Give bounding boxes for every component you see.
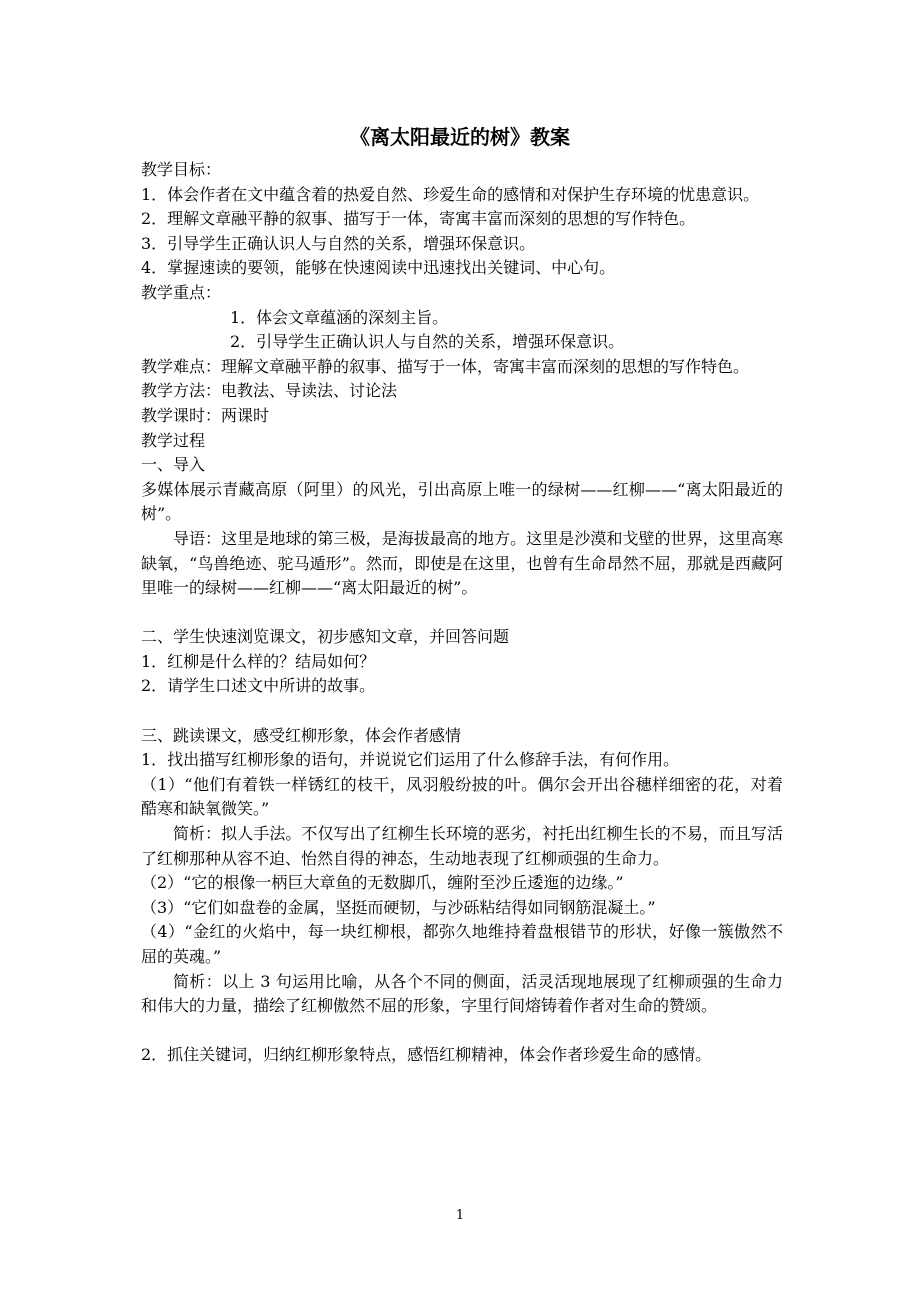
- blank-line: [141, 699, 783, 724]
- step-heading-jump-read: 三、跳读课文，感受红柳形象，体会作者感情: [141, 725, 462, 745]
- page-number: 1: [455, 1208, 465, 1223]
- quote-item: （4）“金红的火焰中，每一块红柳根，都弥久地维持着盘根错节的形状，好像一簇傲然不屈的英魂。”: [141, 922, 783, 966]
- objective-item: 4．掌握速读的要领，能够在快速阅读中迅速找出关键词、中心句。: [141, 258, 616, 278]
- lead-in-paragraph: 导语：这里是地球的第三极，是海拔最高的地方。这里是沙漠和戈壁的世界，这里高寒缺氧，“鸟兽绝迹、驼马遁形”。然而，即使是在这里，也曾有生命昂然不屈，那就是西藏阿里唯一的绿树——红柳——“离太阳最近的树”。: [141, 528, 783, 598]
- document-body: [141, 158, 783, 1068]
- analysis-paragraph: 简析：以上 3 句运用比喻，从各个不同的侧面，活灵活现地展现了红柳顽强的生命力和伟大的力量，描绘了红柳傲然不屈的形象，字里行间熔铸着作者对生命的赞颂。: [141, 971, 783, 1016]
- step-heading-intro: 一、导入: [141, 455, 206, 475]
- class-hours-line: 教学课时：两课时: [141, 405, 270, 425]
- quote-item: （1）“他们有着铁一样锈红的枝干，凤羽般纷披的叶。偶尔会开出谷穗样细密的花，对着酷寒和缺氧微笑。”: [141, 774, 783, 819]
- task-item: 1．找出描写红柳形象的语句，并说说它们运用了什么修辞手法，有何作用。: [141, 750, 680, 770]
- objective-item: 3．引导学生正确认识人与自然的关系，增强环保意识。: [141, 233, 536, 253]
- step-heading-skim: 二、学生快速浏览课文，初步感知文章，并回答问题: [141, 627, 510, 647]
- task-item: 2．抓住关键词，归纳红柳形象特点，感悟红柳精神，体会作者珍爱生命的感情。: [141, 1045, 712, 1065]
- objective-item: 1．体会作者在文中蕴含着的热爱自然、珍爱生命的感情和对保护生存环境的忧患意识。: [141, 184, 760, 204]
- quote-item: （3）“它们如盘卷的金属，坚挺而硬韧，与沙砾粘结得如同钢筋混凝土。”: [141, 897, 656, 917]
- methods-line: 教学方法：电教法、导读法、讨论法: [141, 381, 398, 401]
- difficulty-paragraph: 教学难点：理解文章融平静的叙事、描写于一体，寄寓丰富而深刻的思想的写作特色。: [141, 356, 750, 376]
- quote-item: （2）“它的根像一柄巨大章鱼的无数脚爪，缠附至沙丘逶迤的边缘。”: [141, 873, 624, 893]
- blank-line: [141, 1019, 783, 1044]
- question-item: 2．请学生口述文中所讲的故事。: [141, 676, 376, 696]
- blank-line: [141, 601, 783, 626]
- document-title: 《离太阳最近的树》教案: [350, 125, 570, 149]
- analysis-paragraph: 简析：拟人手法。不仅写出了红柳生长环境的恶劣，衬托出红柳生长的不易，而且写活了红柳那种从容不迫、怡然自得的神态，生动地表现了红柳顽强的生命力。: [141, 824, 783, 868]
- section-heading-objectives: 教学目标：: [141, 160, 222, 179]
- section-heading-key-points: 教学重点：: [141, 282, 222, 302]
- objective-item: 2．理解文章融平静的叙事、描写于一体，寄寓丰富而深刻的思想的写作特色。: [141, 209, 696, 229]
- intro-paragraph: 多媒体展示青藏高原（阿里）的风光，引出高原上唯一的绿树——红柳——“离太阳最近的树”。: [141, 479, 783, 524]
- question-item: 1．红柳是什么样的？结局如何？: [141, 651, 376, 671]
- section-heading-process: 教学过程: [141, 430, 206, 450]
- key-point-item: 1．体会文章蕴涵的深刻主旨。: [230, 307, 449, 327]
- key-point-item: 2．引导学生正确认识人与自然的关系，增强环保意识。: [230, 332, 625, 352]
